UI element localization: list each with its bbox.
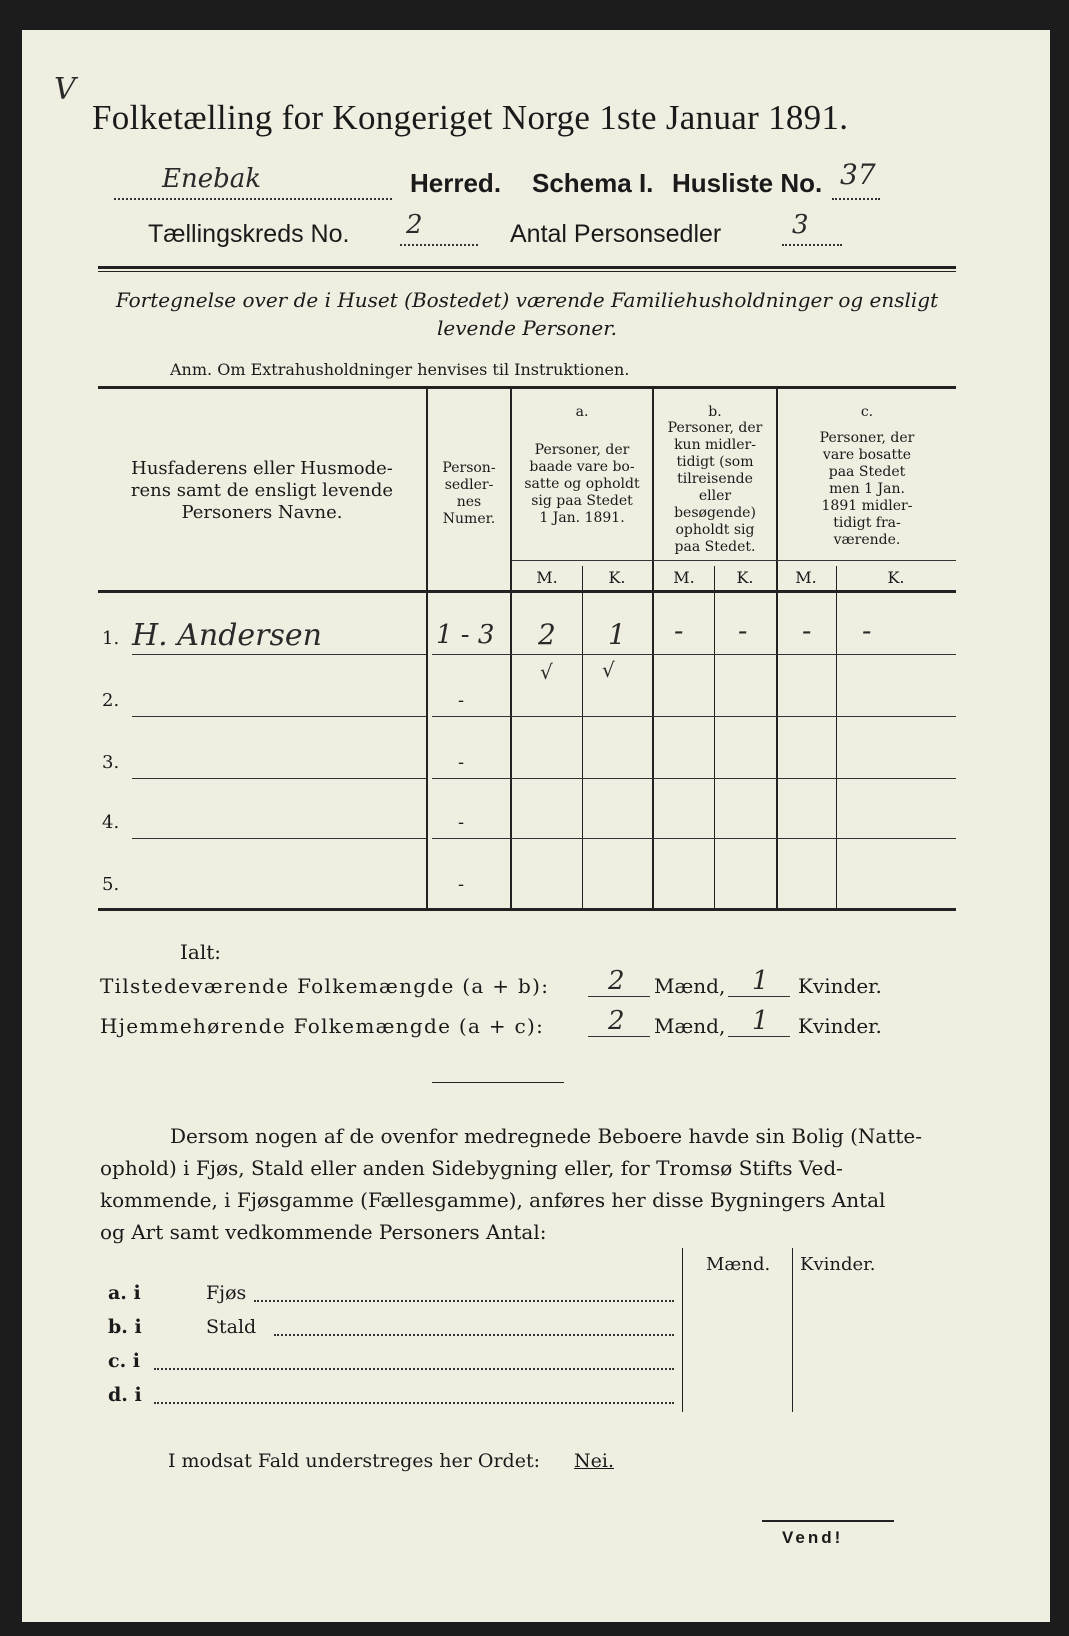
subtitle-line1: Fortegnelse over de i Huset (Bostedet) værende Familiehusholdninger og ensligt <box>115 288 939 312</box>
col-name-header-line: rens samt de ensligt levende <box>130 480 394 501</box>
a-k-label: K. <box>608 568 626 587</box>
col-c-header-line: men 1 Jan. <box>829 481 905 497</box>
ialt-label: Ialt: <box>180 940 221 964</box>
row-sedler: - <box>458 874 465 895</box>
total-present-maend-value: 2 <box>608 966 625 996</box>
total-present-kvinder-line <box>728 996 790 997</box>
antal-value: 3 <box>792 210 809 240</box>
col-b-header-line: paa Stedet. <box>674 539 756 555</box>
paragraph-line: kommende, i Fjøsgamme (Fællesgamme), anføres her disse Bygningers Antal <box>100 1188 886 1212</box>
total-present-maend-line <box>588 996 650 997</box>
footer-text: I modsat Fald understreges her Ordet: <box>168 1450 540 1472</box>
col-c-header-line: værende. <box>833 532 901 548</box>
row-line <box>432 654 956 655</box>
note: Anm. Om Extrahusholdninger henvises til Instruktionen. <box>170 360 630 379</box>
col-b-letter: b. <box>708 404 722 420</box>
kreds-value: 2 <box>406 210 423 240</box>
corner-mark: V <box>54 72 76 107</box>
kreds-label: Tællingskreds No. <box>148 220 350 248</box>
paragraph-line: Dersom nogen af de ovenfor medregnede Beboere havde sin Bolig (Natte- <box>170 1124 923 1148</box>
col-b-header-line: tidigt (som <box>676 454 754 470</box>
census-form-sheet <box>22 30 1050 1622</box>
buildings-paragraph <box>100 1120 960 1248</box>
building-dots <box>274 1334 674 1336</box>
col-c-header-line: tidigt fra- <box>833 515 901 531</box>
col-num-header <box>428 460 510 528</box>
buildings-maend-header: Mænd. <box>706 1254 771 1275</box>
col-b-header-line: tilreisende <box>677 471 753 487</box>
col-c-header-line: Personer, der <box>819 430 915 446</box>
form-title: Folketælling for Kongeriget Norge 1ste Januar 1891. <box>92 98 849 137</box>
c-k-label: K. <box>887 568 905 587</box>
row-line <box>432 716 956 717</box>
col-sep-a-mk <box>582 566 583 910</box>
b-m-label: M. <box>673 568 695 587</box>
col-b-header-line: kun midler- <box>674 437 756 453</box>
row-number: 4. <box>102 812 120 833</box>
vend-label: Vend! <box>782 1528 844 1547</box>
herred-dots <box>114 198 392 200</box>
col-a-letter: a. <box>575 404 589 420</box>
row1-check-k: √ <box>602 658 615 682</box>
total-resident-maend-value: 2 <box>608 1006 625 1036</box>
row1-c-m: - <box>802 614 812 647</box>
total-resident-kvinder-value: 1 <box>752 1006 769 1036</box>
building-prefix: a. i <box>108 1282 141 1304</box>
col-sep-b-mk <box>714 566 715 910</box>
col-c-letter: c. <box>860 404 874 420</box>
building-dots <box>154 1368 674 1370</box>
antal-label: Antal Personsedler <box>510 220 722 248</box>
kreds-dots <box>400 244 478 246</box>
col-num-header-line: sedler- <box>444 477 494 493</box>
row1-b-m: - <box>674 614 684 647</box>
b-k-label: K. <box>736 568 754 587</box>
col-c-header <box>778 430 956 549</box>
row-line <box>132 778 426 779</box>
row-number: 2. <box>102 690 120 711</box>
col-name-header <box>98 458 426 524</box>
row-line <box>432 838 956 839</box>
col-a-header-line: sig paa Stedet <box>531 493 633 509</box>
col-a-header-line: 1 Jan. 1891. <box>539 510 625 526</box>
col-a-header <box>512 442 652 527</box>
col-a-header-line: baade vare bo- <box>529 459 635 475</box>
total-present-kvinder-value: 1 <box>752 966 769 996</box>
building-label: Stald <box>206 1316 257 1338</box>
mk-header-line <box>512 560 956 561</box>
row1-name: H. Andersen <box>132 618 322 653</box>
paragraph-line: ophold) i Fjøs, Stald eller anden Sidebygning eller, for Tromsø Stifts Ved- <box>100 1156 843 1180</box>
total-present-maend-label: Mænd, <box>654 974 726 998</box>
building-dots <box>154 1402 674 1404</box>
footer-word: Nei. <box>574 1450 614 1472</box>
building-prefix: d. i <box>108 1384 142 1406</box>
col-c-header-line: vare bosatte <box>822 447 912 463</box>
row1-a-k: 1 <box>608 618 626 651</box>
col-c-header-line: paa Stedet <box>828 464 906 480</box>
row-sedler: - <box>458 752 465 773</box>
col-b-header-line: opholdt sig <box>675 522 755 538</box>
col-c-header-line: 1891 midler- <box>821 498 913 514</box>
col-b-header-line: besøgende) <box>674 505 756 521</box>
row-number: 3. <box>102 752 120 773</box>
section-divider <box>432 1082 564 1083</box>
paragraph-line: og Art samt vedkommende Personers Antal: <box>100 1220 547 1244</box>
husliste-value: 37 <box>840 158 876 191</box>
row1-a-m: 2 <box>538 618 556 651</box>
row-line <box>132 654 426 655</box>
schema-label: Schema I. <box>532 168 654 198</box>
building-dots <box>254 1300 674 1302</box>
total-resident-label: Hjemmehørende Folkemængde (a + c): <box>100 1014 545 1038</box>
col-a-header-line: satte og opholdt <box>524 476 640 492</box>
vend-rule <box>762 1520 894 1522</box>
row-sedler: - <box>458 690 465 711</box>
col-num-header-line: nes <box>456 494 482 510</box>
row1-check-m: √ <box>540 660 553 684</box>
col-b-header <box>654 420 776 556</box>
total-present-label: Tilstedeværende Folkemængde (a + b): <box>100 974 550 998</box>
header-rule <box>98 266 956 269</box>
header-rule-thin <box>98 271 956 272</box>
table-bottom-rule <box>98 908 956 911</box>
table-top-rule <box>98 386 956 389</box>
husliste-dots <box>832 198 880 200</box>
total-present-kvinder-label: Kvinder. <box>798 974 882 998</box>
c-m-label: M. <box>795 568 817 587</box>
a-m-label: M. <box>536 568 558 587</box>
row1-c-k: - <box>862 614 872 647</box>
col-a-header-line: Personer, der <box>534 442 630 458</box>
total-resident-kvinder-line <box>728 1036 790 1037</box>
col-name-header-line: Husfaderens eller Husmode- <box>131 458 393 479</box>
herred-value: Enebak <box>162 164 262 194</box>
subtitle-line2: levende Personer. <box>437 316 617 340</box>
row1-b-k: - <box>738 614 748 647</box>
row1-sedler: 1 - 3 <box>436 620 495 650</box>
buildings-kvinder-header: Kvinder. <box>800 1254 876 1275</box>
building-prefix: c. i <box>108 1350 141 1372</box>
herred-label: Herred. <box>410 168 502 198</box>
total-resident-maend-line <box>588 1036 650 1037</box>
building-prefix: b. i <box>108 1316 142 1338</box>
buildings-col-sep-2 <box>792 1248 793 1412</box>
col-num-header-line: Numer. <box>442 511 496 527</box>
col-num-header-line: Person- <box>442 460 496 476</box>
row-sedler: - <box>458 812 465 833</box>
total-resident-kvinder-label: Kvinder. <box>798 1014 882 1038</box>
col-sep-c-mk <box>836 566 837 910</box>
col-b-header-line: Personer, der <box>667 420 763 436</box>
antal-dots <box>782 244 842 246</box>
husliste-label: Husliste No. <box>672 168 823 198</box>
total-resident-maend-label: Mænd, <box>654 1014 726 1038</box>
col-name-header-line: Personers Navne. <box>181 502 343 523</box>
col-b-header-line: eller <box>698 488 732 504</box>
buildings-col-sep-1 <box>682 1248 683 1412</box>
row-number: 5. <box>102 874 120 895</box>
table-header-rule <box>98 590 956 593</box>
row-line <box>432 778 956 779</box>
building-label: Fjøs <box>206 1282 247 1304</box>
row-number: 1. <box>102 628 120 649</box>
row-line <box>132 716 426 717</box>
row-line <box>132 838 426 839</box>
